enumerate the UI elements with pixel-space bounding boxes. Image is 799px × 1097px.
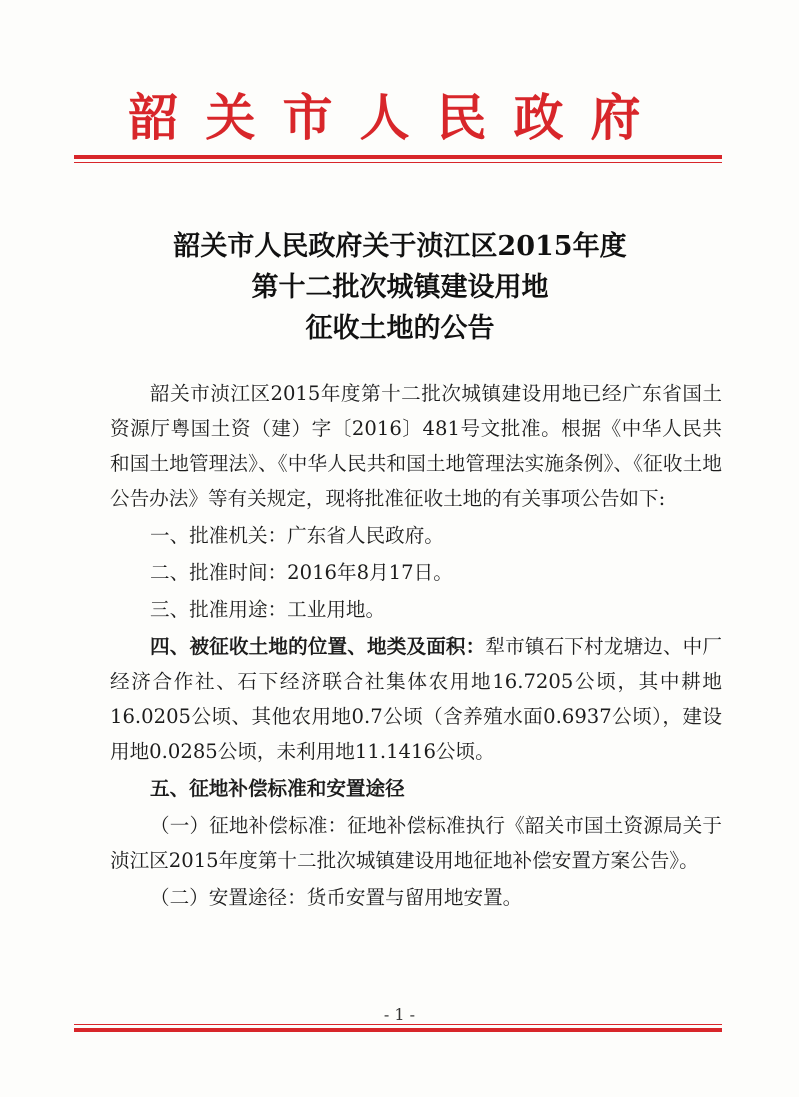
item4-heading: 四、被征收土地的位置、地类及面积： bbox=[150, 635, 486, 658]
item-land-location-area bbox=[110, 629, 722, 769]
government-masthead: 韶关市人民政府 bbox=[128, 88, 668, 147]
item-approval-date: 二、批准时间：2016年8月17日。 bbox=[150, 561, 453, 584]
item-resettlement: （二）安置途径：货币安置与留用地安置。 bbox=[150, 886, 523, 909]
header-rule-thin bbox=[74, 162, 722, 163]
title-line-2: 第十二批次城镇建设用地 bbox=[251, 272, 549, 303]
intro-paragraph: 韶关市浈江区2015年度第十二批次城镇建设用地已经广东省国土资源厅粤国土资（建）字〔2016〕481号文批准。根据《中华人民共和国土地管理法》、《中华人民共和国土地管理法实施条例》、《征收土地公告办法》等有关规定，现将批准征收土地的有关事项公告如下: bbox=[110, 382, 722, 510]
footer-rule-thin bbox=[74, 1024, 722, 1025]
item-approval-use: 三、批准用途：工业用地。 bbox=[150, 598, 386, 621]
item-approval-authority: 一、批准机关：广东省人民政府。 bbox=[150, 524, 444, 547]
item-compensation-standard: （一）征地补偿标准：征地补偿标准执行《韶关市国土资源局关于浈江区2015年度第十二批次城镇建设用地征地补偿安置方案公告》。 bbox=[110, 814, 722, 872]
item4-text: 犁市镇石下村龙塘边、中厂经济合作社、石下经济联合社集体农用地16.7205公顷，其中耕地16.0205公顷、其他农用地0.7公顷（含养殖水面0.6937公顷），建设用地0.0285公顷，未利用地11.1416公顷。 bbox=[110, 635, 723, 763]
title-line-3: 征收土地的公告 bbox=[305, 313, 495, 344]
footer-rule-thick bbox=[74, 1028, 722, 1032]
document-title bbox=[80, 226, 720, 349]
page-number: - 1 - bbox=[383, 1005, 416, 1024]
item-compensation-heading: 五、征地补偿标准和安置途径 bbox=[150, 777, 405, 800]
title-line-1: 韶关市人民政府关于浈江区2015年度 bbox=[173, 231, 627, 262]
document-body bbox=[110, 376, 722, 915]
header-rule-thick bbox=[74, 155, 722, 159]
